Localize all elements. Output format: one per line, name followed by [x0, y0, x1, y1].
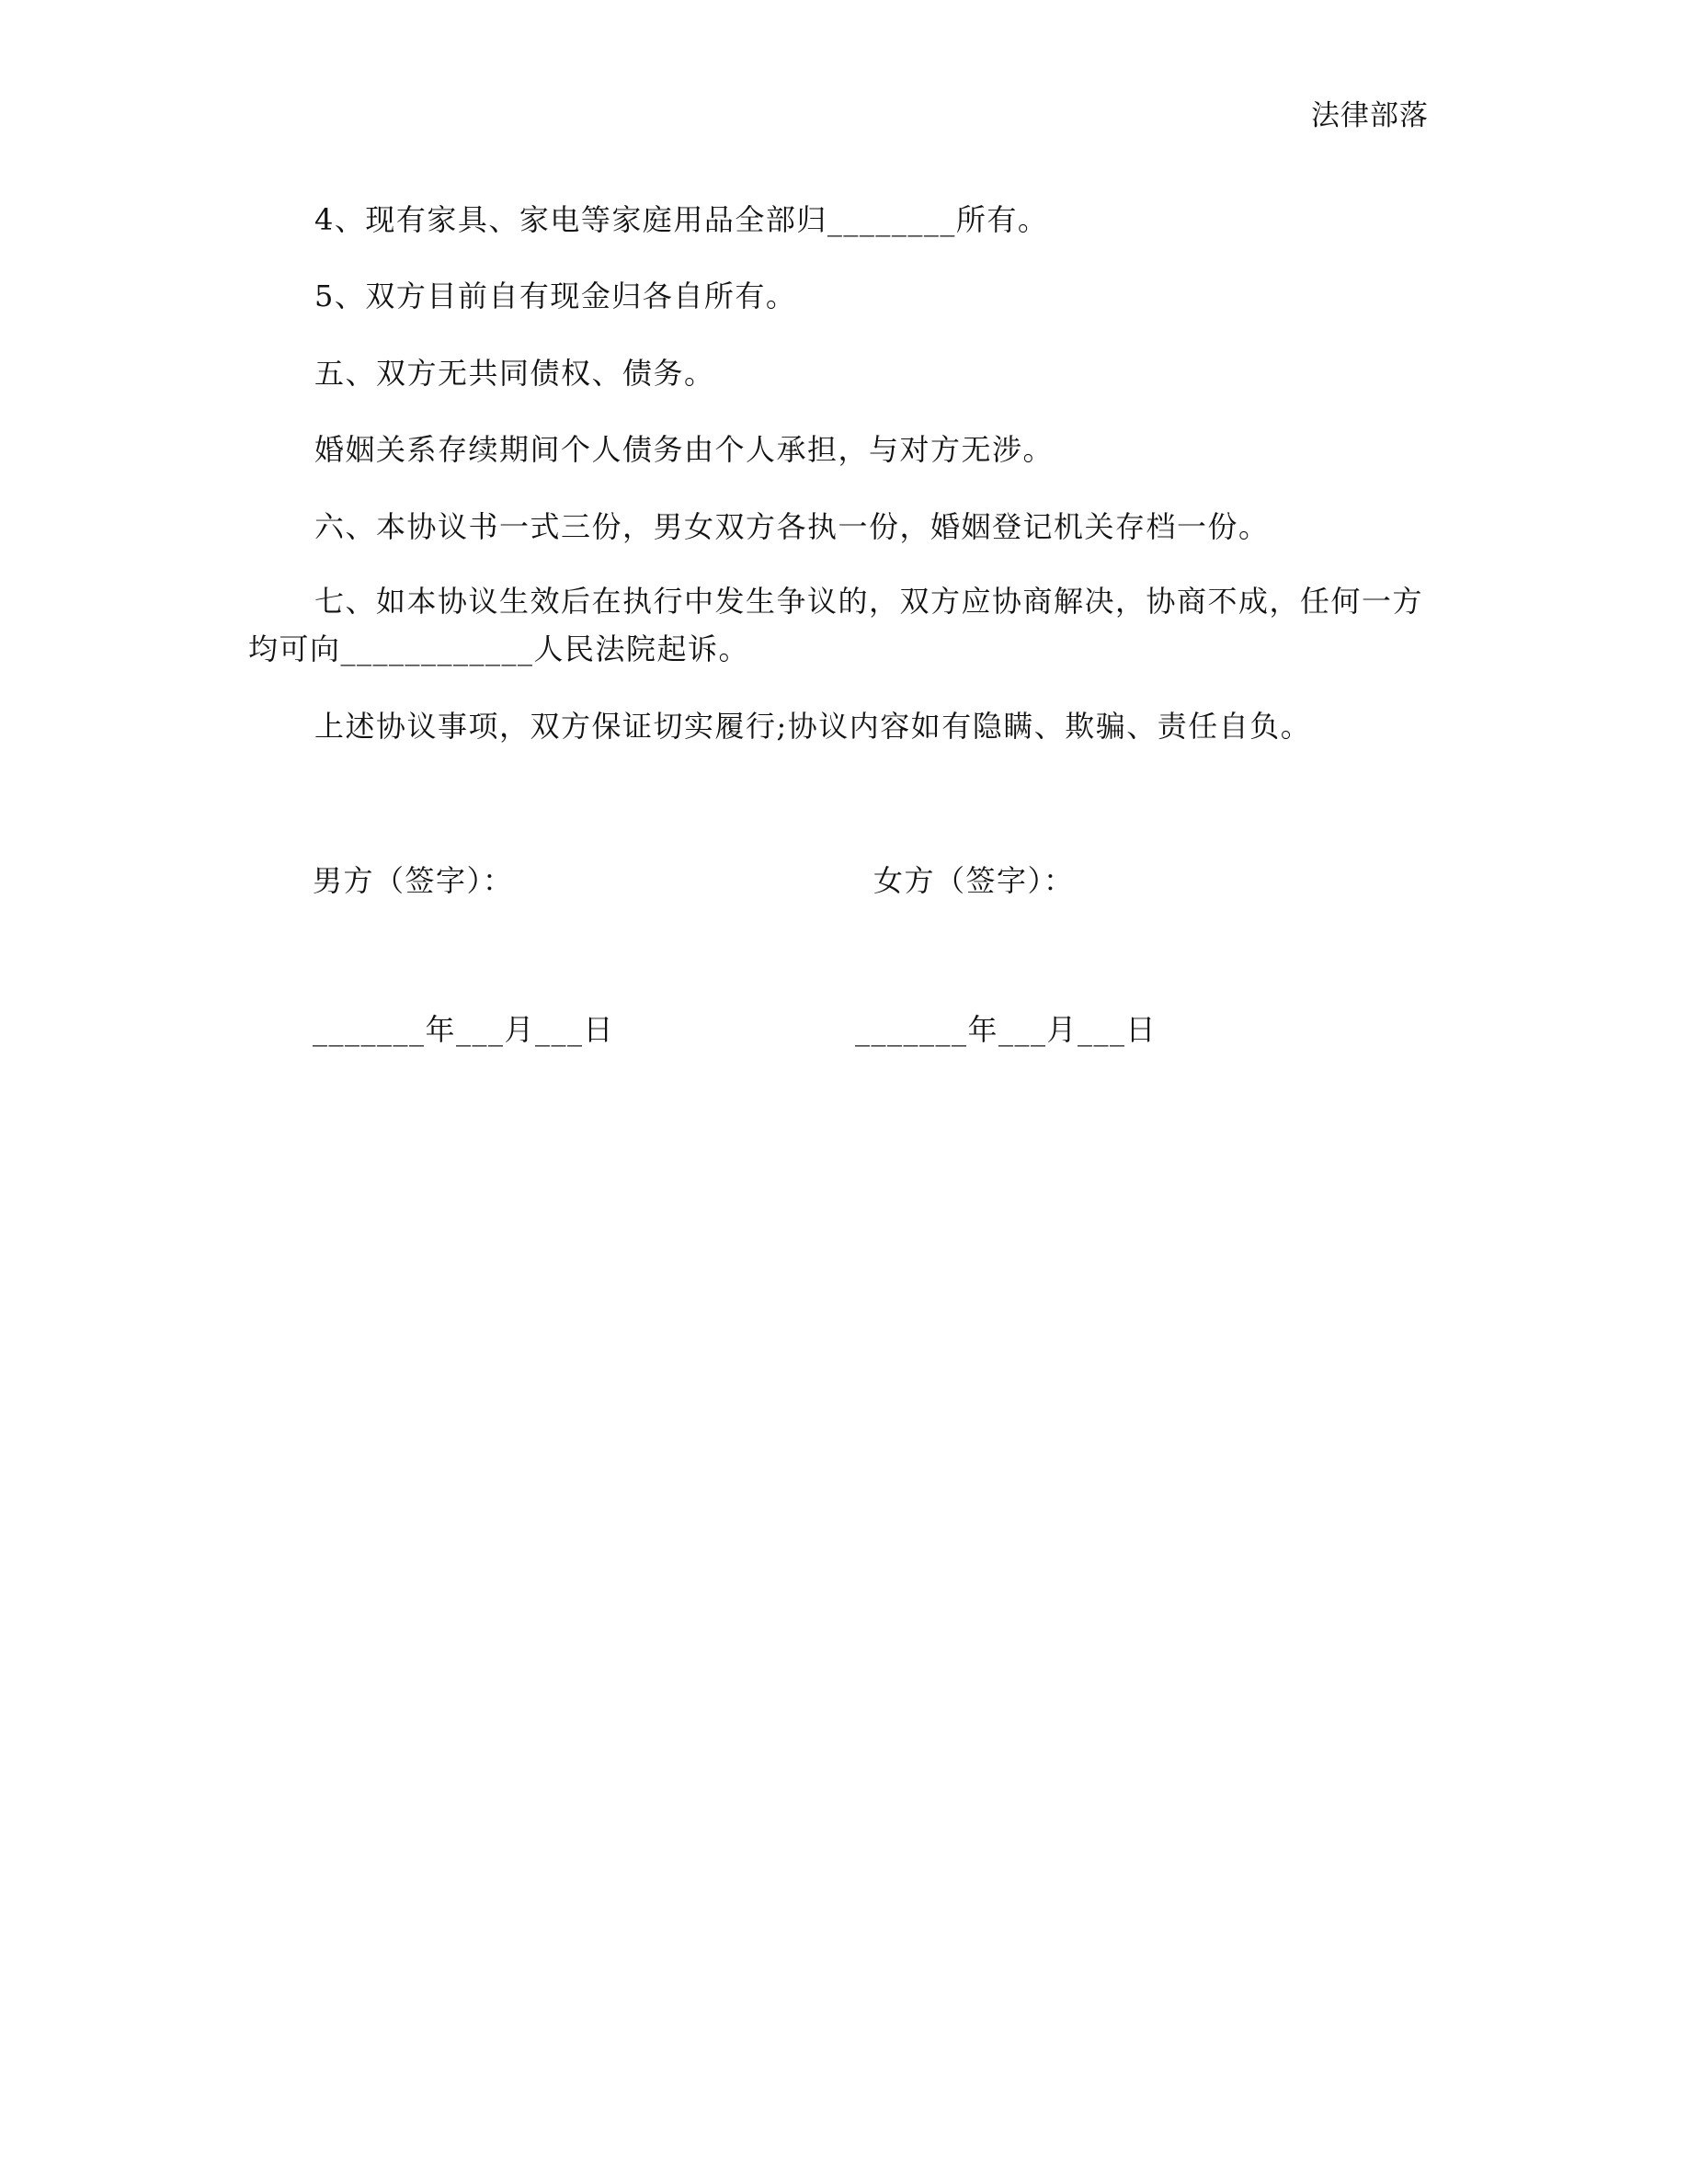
clause-disputes: 七、如本协议生效后在执行中发生争议的，双方应协商解决，协商不成，任何一方均可向____________人民法院起诉。	[248, 584, 1424, 666]
clause-debts: 五、双方无共同债权、债务。	[314, 356, 715, 391]
male-signature-date: _______年___月___日	[313, 1012, 615, 1047]
header-brand: 法律部落	[1311, 99, 1429, 132]
clause-guarantee: 上述协议事项，双方保证切实履行;协议内容如有隐瞒、欺骗、责任自负。	[314, 709, 1312, 744]
female-signature-date: _______年___月___日	[855, 1012, 1158, 1047]
clause-copies: 六、本协议书一式三份，男女双方各执一份，婚姻登记机关存档一份。	[314, 509, 1270, 544]
clause-cash: 5、双方目前自有现金归各自所有。	[314, 279, 797, 313]
clause-personal-debts: 婚姻关系存续期间个人债务由个人承担，与对方无涉。	[314, 432, 1055, 467]
male-signature-label: 男方（签字）：	[313, 863, 514, 898]
female-signature-label: 女方（签字）：	[873, 863, 1075, 898]
clause-furniture: 4、现有家具、家电等家庭用品全部归________所有。	[314, 202, 1049, 237]
